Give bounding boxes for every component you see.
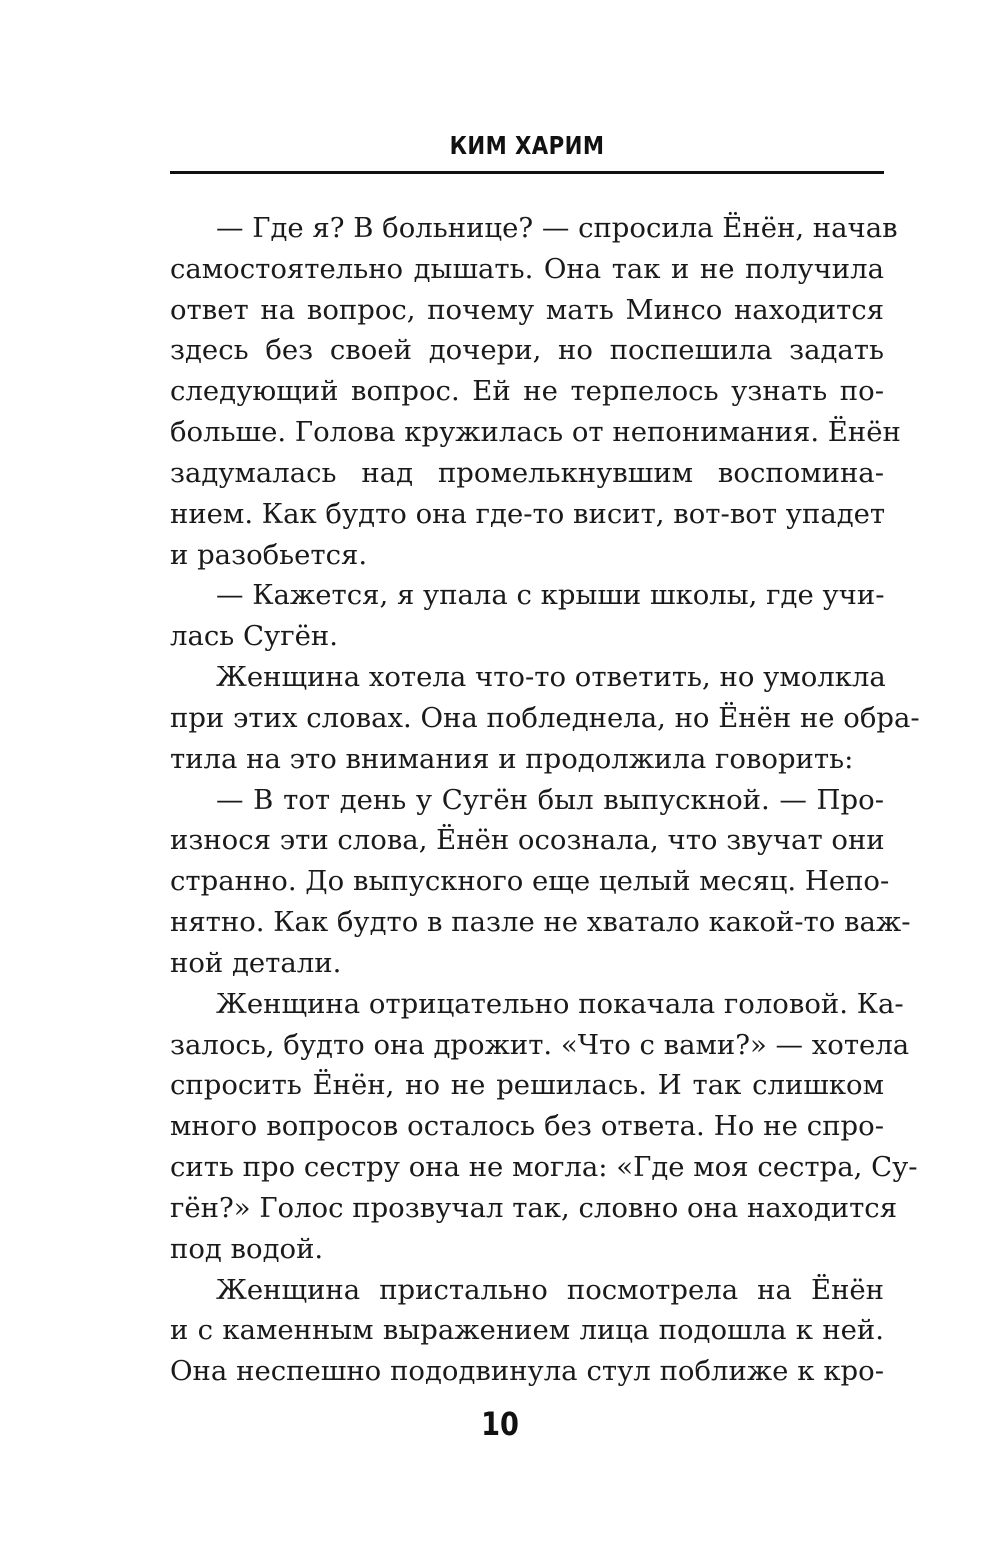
text-line: спросить Ёнён, но не решилась. И так слишком <box>170 1069 884 1102</box>
text-line: нием. Как будто она где-то висит, вот-вот упадет <box>170 497 886 530</box>
page-number: 10 <box>481 1405 519 1443</box>
text-line: Женщина отрицательно покачала головой. Ка- <box>216 987 904 1020</box>
text-line: сить про сестру она не могла: «Где моя сестра, Су- <box>170 1151 918 1184</box>
text-line: ответ на вопрос, почему мать Минсо находится <box>170 293 884 326</box>
text-line: при этих словах. Она побледнела, но Ёнён не обра- <box>170 701 920 734</box>
text-line: износя эти слова, Ёнён осознала, что звучат они <box>170 824 885 857</box>
text-line: под водой. <box>170 1232 324 1265</box>
text-line: здесь без своей дочери, но поспешила задать <box>170 334 884 367</box>
text-line: много вопросов осталось без ответа. Но не спро- <box>170 1110 884 1143</box>
text-line: странно. До выпускного еще целый месяц. Непо- <box>170 865 890 898</box>
text-line: нятно. Как будто в пазле не хватало какой-то важ- <box>170 906 911 939</box>
text-line: и разобьется. <box>170 538 368 571</box>
text-line: — В тот день у Сугён был выпускной. — Про- <box>216 783 884 816</box>
text-line: лась Сугён. <box>170 620 338 653</box>
text-line: тила на это внимания и продолжила говорить: <box>170 742 854 775</box>
text-line: Она неспешно пододвинула стул поближе к кро- <box>170 1355 884 1388</box>
text-line: и с каменным выражением лица подошла к ней. <box>170 1314 884 1347</box>
text-line: Женщина пристально посмотрела на Ёнён <box>216 1273 884 1306</box>
text-line: залось, будто она дрожит. «Что с вами?» — хотела <box>170 1028 910 1061</box>
text-line: ной детали. <box>170 946 342 979</box>
text-line: — Кажется, я упала с крыши школы, где учи- <box>216 579 885 612</box>
text-line: — Где я? В больнице? — спросила Ёнён, начав <box>216 212 898 244</box>
text-line: Женщина хотела что-то ответить, но умолкла <box>216 661 886 694</box>
text-line: больше. Голова кружилась от непонимания. Ёнён <box>170 416 901 449</box>
text-line: самостоятельно дышать. Она так и не получила <box>170 252 884 285</box>
text-line: гён?» Голос прозвучал так, словно она находится <box>170 1191 898 1224</box>
running-header: КИМ ХАРИМ <box>449 131 605 160</box>
text-line: задумалась над промелькнувшим воспомина- <box>170 456 884 489</box>
text-line: следующий вопрос. Ей не терпелось узнать по- <box>170 375 884 408</box>
